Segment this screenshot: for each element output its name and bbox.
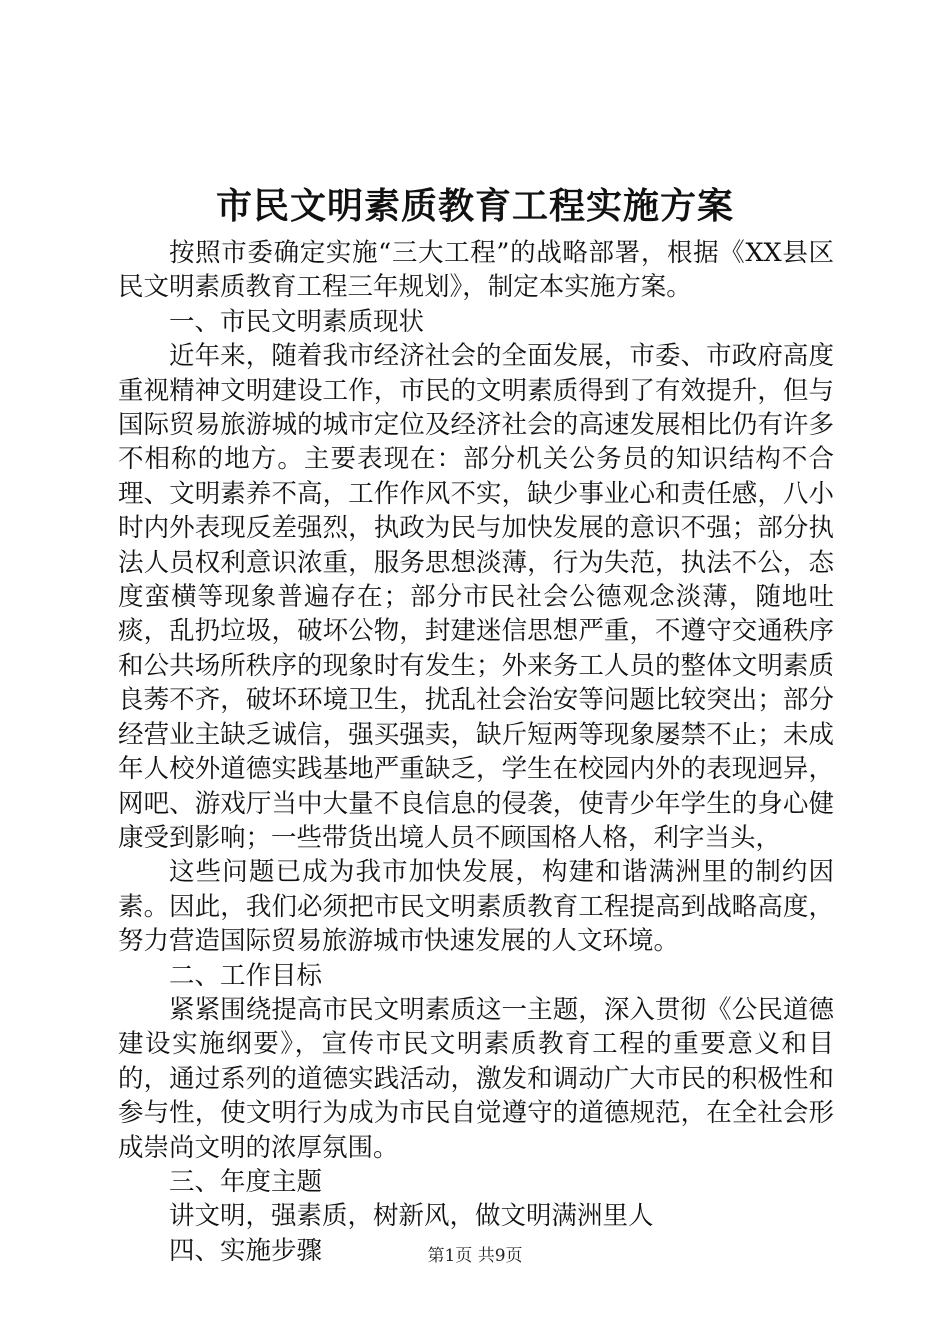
paragraph-problems-conclusion: 这些问题已成为我市加快发展，构建和谐满洲里的制约因素。因此，我们必须把市民文明素质教育工程提高到战略高度，努力营造国际贸易旅游城市快速发展的人文环境。 — [118, 857, 834, 957]
section-heading-2: 二、工作目标 — [169, 960, 323, 991]
document-title: 市民文明素质教育工程实施方案 — [215, 185, 734, 227]
page-indicator: 第1页 共9页 — [427, 1246, 523, 1266]
section-heading-4: 四、实施步骤 — [169, 1235, 323, 1266]
paragraph-status: 近年来，随着我市经济社会的全面发展，市委、市政府高度重视精神文明建设工作，市民的文明素质得到了有效提升，但与国际贸易旅游城的城市定位及经济社会的高速发展相比仍有许多不相称的地方。主要表现在：部分机关公务员的知识结构不合理、文明素养不高，工作作风不实，缺少事业心和责任感，八小时内外表现反差强烈，执政为民与加快发展的意识不强；部分执法人员权利意识浓重，服务思想淡薄，行为失范，执法不公，态度蛮横等现象普遍存在；部分市民社会公德观念淡薄，随地吐痰，乱扔垃圾，破坏公物，封建迷信思想严重，不遵守交通秩序和公共场所秩序的现象时有发生；外来务工人员的整体文明素质良莠不齐，破坏环境卫生，扰乱社会治安等问题比较突出；部分经营业主缺乏诚信，强买强卖，缺斤短两等现象屡禁不止；未成年人校外道德实践基地严重缺乏，学生在校园内外的表现迥异，网吧、游戏厅当中大量不良信息的侵袭，使青少年学生的身心健康受到影响；一些带货出境人员不顾国格人格，利字当头， — [118, 341, 834, 853]
section-heading-3: 三、年度主题 — [169, 1166, 323, 1197]
paragraph-intro: 按照市委确定实施“三大工程”的战略部署，根据《XX县区民文明素质教育工程三年规划》，制定本实施方案。 — [118, 238, 834, 303]
paragraph-goals: 紧紧围绕提高市民文明素质这一主题，深入贯彻《公民道德建设实施纲要》，宣传市民文明素质教育工程的重要意义和目的，通过系列的道德实践活动，激发和调动广大市民的积极性和参与性，使文明行为成为市民自觉遵守的道德规范，在全社会形成崇尚文明的浓厚氛围。 — [118, 994, 834, 1163]
paragraph-annual-theme: 讲文明，强素质，树新风，做文明满洲里人 — [169, 1201, 654, 1232]
section-heading-1: 一、市民文明素质现状 — [169, 306, 425, 337]
page-footer — [0, 1244, 950, 1268]
document-body — [118, 236, 834, 1268]
